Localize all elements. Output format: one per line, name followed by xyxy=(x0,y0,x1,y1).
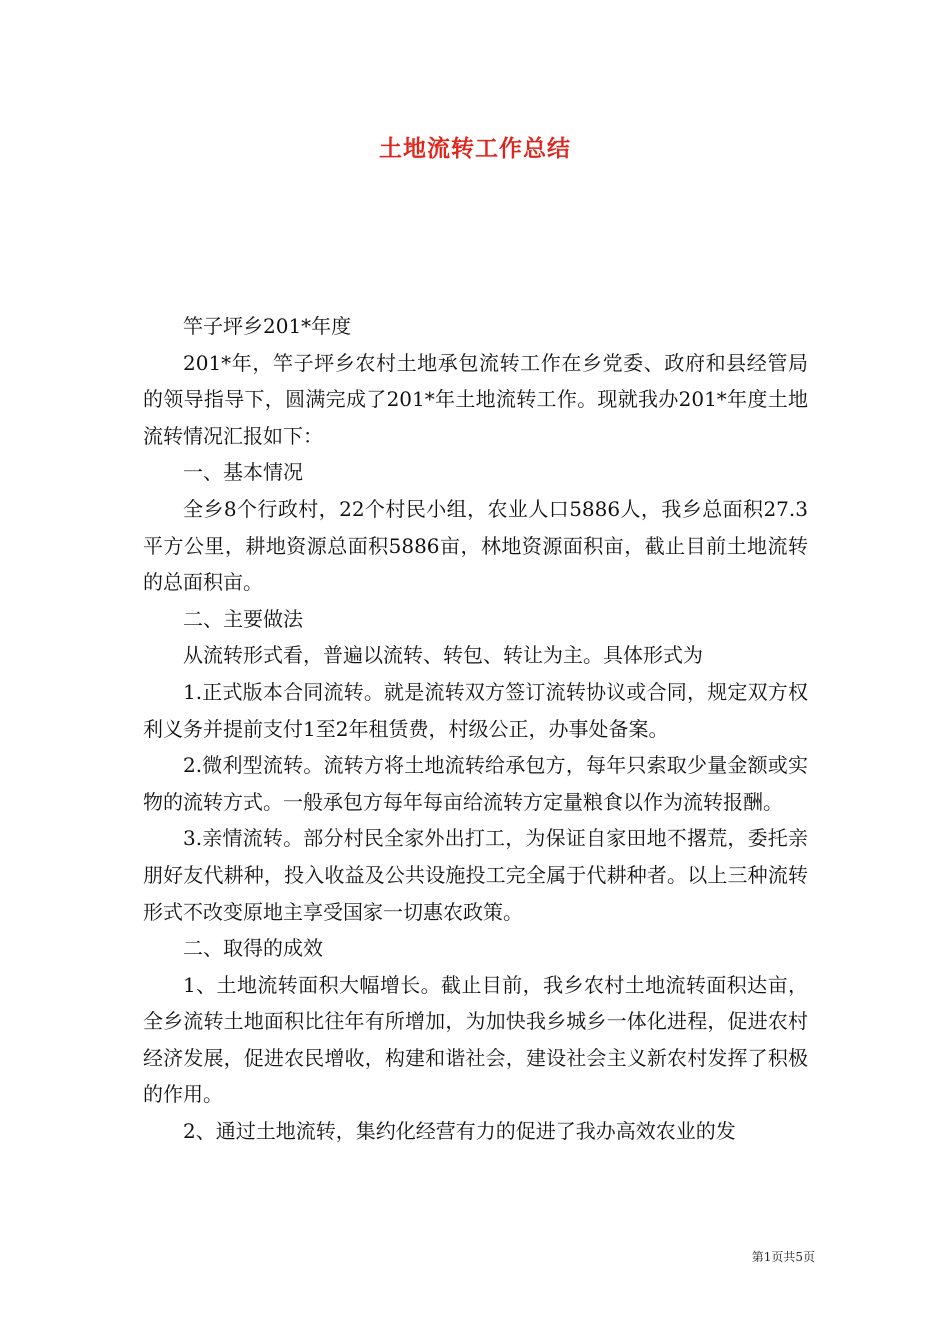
paragraph-achievement-1: 1、土地流转面积大幅增长。截止目前，我乡农村土地流转面积达亩，全乡流转土地面积比往年有所增加，为加快我乡城乡一体化进程，促进农村经济发展，促进农民增收，构建和谐社会，建设社会主义新农村发挥了积极的作用。 xyxy=(143,972,808,1107)
page-number: 第1页共5页 xyxy=(751,1250,815,1264)
paragraph-form-3: 3.亲情流转。部分村民全家外出打工，为保证自家田地不撂荒，委托亲朋好友代耕种，投入收益及公共设施投工完全属于代耕种者。以上三种流转形式不改变原地主享受国家一切惠农政策。 xyxy=(143,826,808,924)
section-heading-main-practices: 二、主要做法 xyxy=(183,606,303,631)
paragraph-basic-situation: 全乡8个行政村，22个村民小组，农业人口5886人，我乡总面积27.3平方公里，耕地资源总面积5886亩，林地资源面积亩，截止目前土地流转的总面积亩。 xyxy=(143,496,808,595)
document-body xyxy=(143,308,808,1150)
section-heading-basic-situation: 一、基本情况 xyxy=(183,460,303,485)
paragraph-achievement-2: 2、通过土地流转，集约化经营有力的促进了我办高效农业的发 xyxy=(183,1119,736,1144)
paragraph-transfer-forms: 从流转形式看，普遍以流转、转包、转让为主。具体形式为 xyxy=(183,643,703,668)
section-heading-achievements: 二、取得的成效 xyxy=(183,936,323,961)
paragraph-heading-township: 竿子坪乡201*年度 xyxy=(183,314,352,338)
paragraph-intro: 201*年，竿子坪乡农村土地承包流转工作在乡党委、政府和县经管局的领导指导下，圆满完成了201*年土地流转工作。现就我办201*年度土地流转情况汇报如下： xyxy=(143,350,808,448)
document-title: 土地流转工作总结 xyxy=(379,136,571,162)
paragraph-form-2: 2.微利型流转。流转方将土地流转给承包方，每年只索取少量金额或实物的流转方式。一般承包方每年每亩给流转方定量粮食以作为流转报酬。 xyxy=(143,753,808,814)
paragraph-form-1: 1.正式版本合同流转。就是流转双方签订流转协议或合同，规定双方权利义务并提前支付1至2年租赁费，村级公正，办事处备案。 xyxy=(143,679,808,741)
